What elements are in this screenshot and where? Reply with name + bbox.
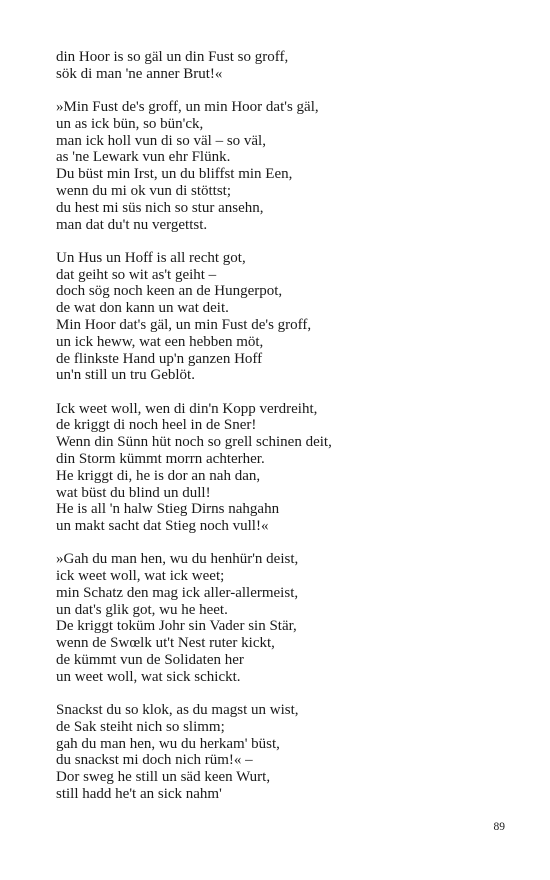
verse-line: un dat's glik got, wu he heet. bbox=[56, 601, 228, 618]
verse-line: man dat du't nu vergettst. bbox=[56, 216, 208, 233]
poem-text bbox=[56, 49, 496, 803]
verse-line: Du büst min Irst, un du bliffst min Een, bbox=[56, 166, 293, 183]
verse-line: Ick weet woll, wen di din'n Kopp verdreiht, bbox=[56, 400, 318, 417]
verse-line: gah du man hen, wu du herkam' büst, bbox=[56, 735, 280, 752]
verse-line: still hadd he't an sick nahm' bbox=[56, 786, 222, 803]
verse-line: sök di man 'ne anner Brut!« bbox=[56, 65, 223, 82]
verse-line: doch sög noch keen an de Hungerpot, bbox=[56, 283, 283, 300]
verse-line: de flinkste Hand up'n ganzen Hoff bbox=[56, 350, 263, 367]
verse-line: man ick holl vun di so väl – so väl, bbox=[56, 132, 266, 149]
verse-line: He is all 'n halw Stieg Dirns nahgahn bbox=[56, 501, 280, 518]
verse-line: Dor sweg he still un säd keen Wurt, bbox=[56, 769, 271, 786]
verse-line: din Storm kümmt morrn achterher. bbox=[56, 450, 265, 467]
verse-line: wat büst du blind un dull! bbox=[56, 484, 211, 501]
verse-line: un ick heww, wat een hebben möt, bbox=[56, 333, 264, 350]
verse-line: »Min Fust de's groff, un min Hoor dat's gäl, bbox=[56, 98, 319, 115]
verse-line: du snackst mi doch nich rüm!« – bbox=[56, 752, 253, 769]
verse-line: un weet woll, wat sick schickt. bbox=[56, 668, 241, 685]
verse-line: ick weet woll, wat ick weet; bbox=[56, 568, 225, 585]
verse-line: He kriggt di, he is dor an nah dan, bbox=[56, 467, 261, 484]
verse-line: wenn de Swœlk ut't Nest ruter kickt, bbox=[56, 635, 275, 652]
page-number: 89 bbox=[493, 821, 505, 833]
verse-line: Wenn din Sünn hüt noch so grell schinen deit, bbox=[56, 434, 332, 451]
verse-line: Un Hus un Hoff is all recht got, bbox=[56, 249, 246, 266]
stanza bbox=[56, 49, 496, 83]
stanza bbox=[56, 401, 496, 535]
verse-line: Min Hoor dat's gäl, un min Fust de's groff, bbox=[56, 316, 312, 333]
verse-line: as 'ne Lewark vun ehr Flünk. bbox=[56, 149, 231, 166]
stanza bbox=[56, 250, 496, 384]
verse-line: de kriggt di noch heel in de Sner! bbox=[56, 417, 257, 434]
verse-line: de Sak steiht nich so slimm; bbox=[56, 718, 225, 735]
verse-line: dat geiht so wit as't geiht – bbox=[56, 266, 217, 283]
verse-line: wenn du mi ok vun di stöttst; bbox=[56, 182, 232, 199]
verse-line: un'n still un tru Geblöt. bbox=[56, 367, 195, 384]
verse-line: »Gah du man hen, wu du henhür'n deist, bbox=[56, 551, 299, 568]
verse-line: din Hoor is so gäl un din Fust so groff, bbox=[56, 49, 289, 65]
stanza bbox=[56, 551, 496, 685]
verse-line: du hest mi süs nich so stur ansehn, bbox=[56, 199, 264, 216]
verse-line: un makt sacht dat Stieg noch vull!« bbox=[56, 518, 269, 535]
verse-line: Snackst du so klok, as du magst un wist, bbox=[56, 702, 299, 719]
stanza bbox=[56, 99, 496, 233]
stanza bbox=[56, 702, 496, 803]
verse-line: de wat don kann un wat deit. bbox=[56, 300, 229, 317]
verse-line: de kümmt vun de Solidaten her bbox=[56, 652, 244, 669]
verse-line: De kriggt toküm Johr sin Vader sin Stär, bbox=[56, 618, 297, 635]
verse-line: un as ick bün, so bün'ck, bbox=[56, 115, 204, 132]
verse-line: min Schatz den mag ick aller-allermeist, bbox=[56, 584, 299, 601]
